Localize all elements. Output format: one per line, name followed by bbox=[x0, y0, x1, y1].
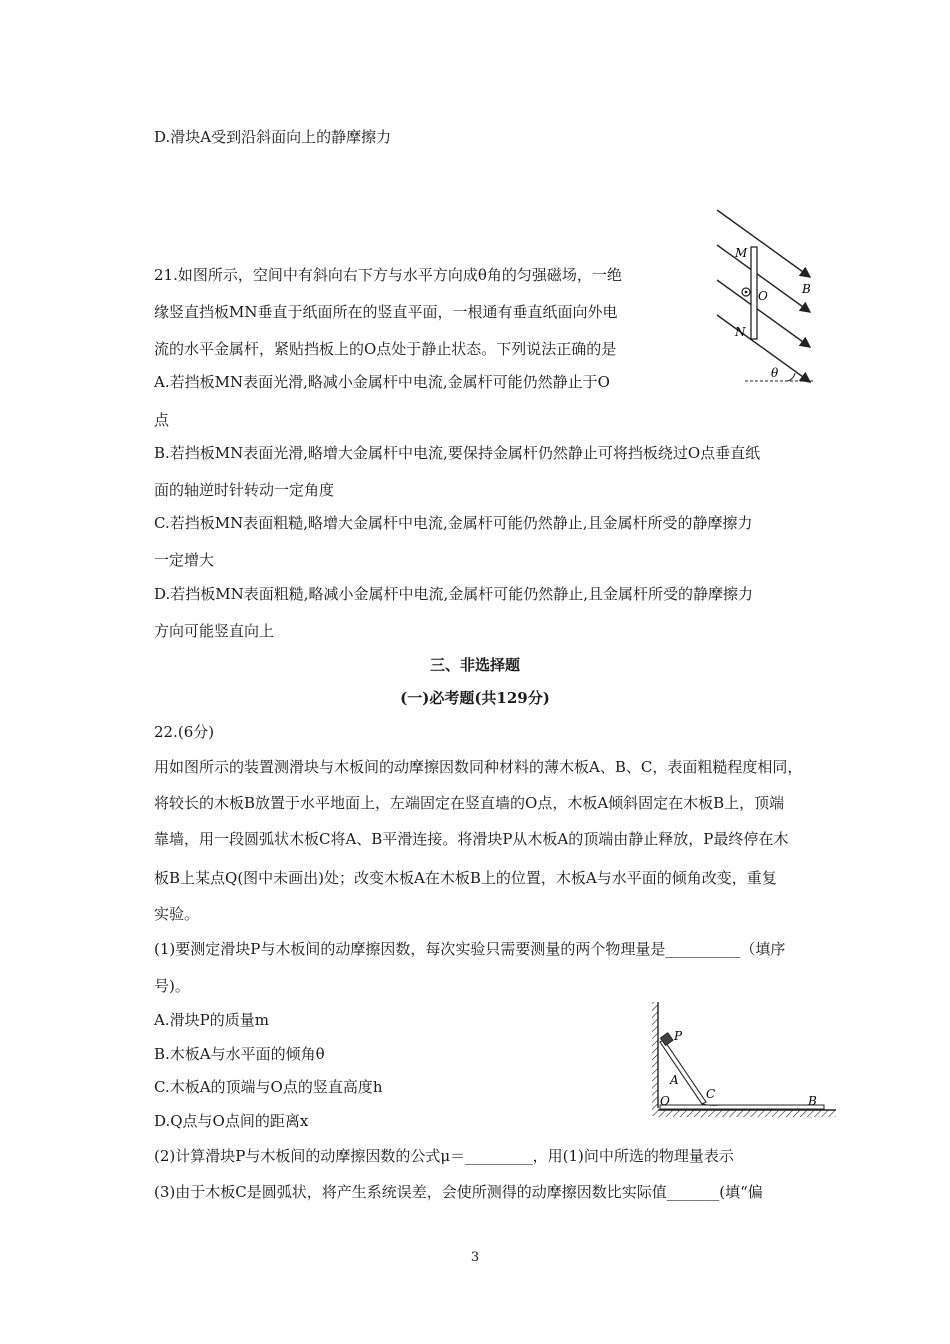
incline-apparatus-figure bbox=[648, 1000, 838, 1125]
text-line: (1)要测定滑块P与木板间的动摩擦因数，每次实验只需要测量的两个物理量是__________（填序 bbox=[154, 940, 786, 958]
label-B: B bbox=[808, 1094, 817, 1108]
magnetic-field-figure bbox=[705, 205, 825, 390]
text-line: 方向可能竖直向上 bbox=[154, 622, 275, 640]
label-P: P bbox=[674, 1029, 683, 1043]
label-theta: θ bbox=[771, 366, 779, 380]
label-N: N bbox=[735, 325, 746, 339]
text-line: 面的轴逆时针转动一定角度 bbox=[154, 481, 335, 499]
text-line: 一定增大 bbox=[154, 551, 215, 569]
text-line: C.若挡板MN表面粗糙,略增大金属杆中电流,金属杆可能仍然静止,且金属杆所受的静摩擦力 bbox=[154, 514, 753, 532]
text-line: C.木板A的顶端与O点的竖直高度h bbox=[154, 1078, 383, 1096]
label-O: O bbox=[660, 1094, 670, 1108]
text-line: 靠墙，用一段圆弧状木板C将A、B平滑连接。将滑块P从木板A的顶端由静止释放，P最终停在木 bbox=[154, 830, 789, 848]
text-line: 缘竖直挡板MN垂直于纸面所在的竖直平面，一根通有垂直纸面向外电 bbox=[154, 303, 618, 321]
label-M: M bbox=[735, 246, 748, 260]
text-line: 流的水平金属杆，紧贴挡板上的O点处于静止状态。下列说法正确的是 bbox=[154, 340, 617, 358]
text-line: B.木板A与水平面的倾角θ bbox=[154, 1045, 325, 1063]
text-line: D.Q点与O点间的距离x bbox=[154, 1112, 309, 1130]
text-line: 将较长的木板B放置于水平地面上，左端固定在竖直墙的O点，木板A倾斜固定在木板B上，顶端 bbox=[154, 794, 785, 812]
page-number: 3 bbox=[470, 1250, 480, 1265]
text-line: 号)。 bbox=[154, 977, 190, 995]
text-line: A.若挡板MN表面光滑,略减小金属杆中电流,金属杆可能仍然静止于O bbox=[154, 373, 610, 391]
label-A: A bbox=[670, 1073, 679, 1087]
text-line: 用如图所示的装置测滑块与木板间的动摩擦因数同种材料的薄木板A、B、C，表面粗糙程度相同， bbox=[154, 758, 803, 776]
text-line: A.滑块P的质量m bbox=[154, 1011, 269, 1029]
text-line: 点 bbox=[154, 411, 170, 429]
label-O: O bbox=[758, 289, 768, 303]
text-line: 21.如图所示，空间中有斜向右下方与水平方向成θ角的匀强磁场，一绝 bbox=[154, 266, 622, 284]
text-line: 实验。 bbox=[154, 905, 200, 923]
subsection-heading: (一)必考题(共129分) bbox=[400, 689, 550, 707]
text-line: D.若挡板MN表面粗糙,略减小金属杆中电流,金属杆可能仍然静止,且金属杆所受的静摩擦力 bbox=[154, 585, 754, 603]
text-line: (3)由于木板C是圆弧状，将产生系统误差，会使所测得的动摩擦因数比实际值_______(填“偏 bbox=[154, 1183, 763, 1201]
label-C: C bbox=[706, 1087, 716, 1101]
section-heading: 三、非选择题 bbox=[429, 656, 520, 674]
label-B: B bbox=[802, 282, 811, 296]
text-line: B.若挡板MN表面光滑,略增大金属杆中电流,要保持金属杆仍然静止可将挡板绕过O点垂直纸 bbox=[154, 444, 761, 462]
text-line: (2)计算滑块P与木板间的动摩擦因数的公式μ＝_________，用(1)问中所选的物理量表示 bbox=[154, 1147, 734, 1165]
text-line: 板B上某点Q(图中未画出)处；改变木板A在木板B上的位置，木板A与水平面的倾角改变，重复 bbox=[154, 869, 777, 887]
text-line: D.滑块A受到沿斜面向上的静摩擦力 bbox=[154, 128, 392, 146]
text-line: 22.(6分) bbox=[154, 723, 215, 741]
